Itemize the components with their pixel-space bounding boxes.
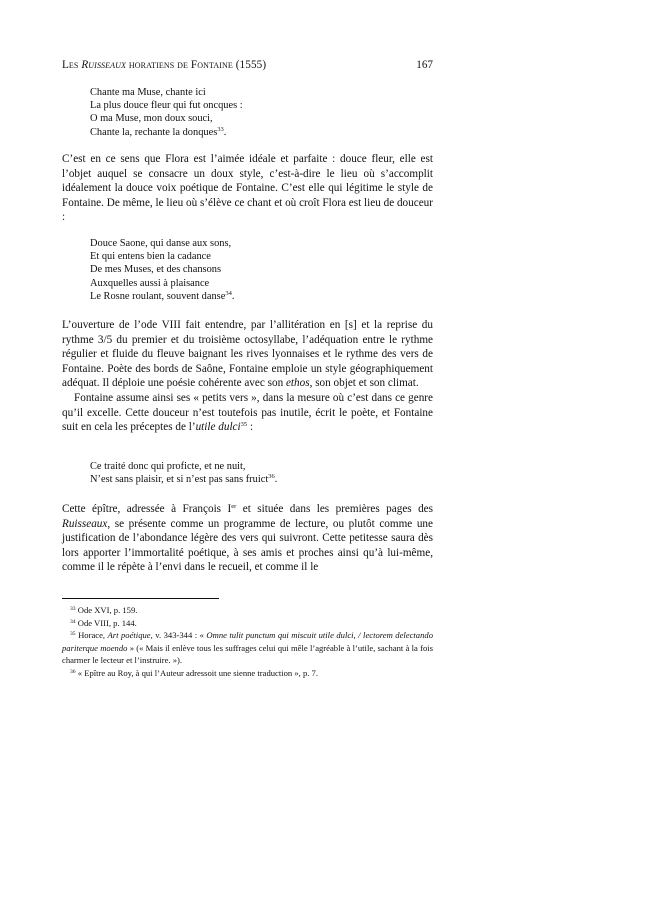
verse-line: Chante la, rechante la donques$^{33}$. [90,125,227,138]
verse-line: Chante ma Muse, chante ici [90,87,206,98]
footnote-33: $^{33}$ Ode XVI, p. 159. [70,605,138,615]
verse-line: De mes Muses, et des chansons [90,264,222,276]
running-title: Les Ruisseaux horatiens de Fontaine (1555) [62,59,267,71]
verse-quote-2 [90,237,234,303]
note-ref-35: 35 [240,421,248,429]
paragraph-2: L’ouverture de l’ode VIII fait entendre, par l’allitération en [s] et la reprise du rythme 3/5 du premier et du troisième octosyllabe, l’adéquation entre le rythme régulier et fluide du fleuve baignant les rives lyonnaises et le rythme des vers de Fontaine. Poète des bords de Saône, Fontaine emploie un style géographiquement adéquat. Il déploie une poésie cohérente avec son ethos, son objet et son climat. Fontaine assume ainsi ses « petits vers », dans la mesure où c’est dans ce genre qu’il excelle. Cette douceur n’est toutefois pas inutile, écrit le poète, et Fontaine suit en cela les préceptes de l’utile dulci$^{35}$ : [62,319,433,434]
footnote-35: $^{35}$ Horace, Art poétique, v. 343-344 : « Omne tulit punctum qui miscuit utile dulci, / lectorem delectando pariterque moendo » (« Mais il enlève tous les suffrages celui qui mêle l’agréable à l’utile, sachant à la fois charmer le lecteur et l’instruire. »). [62,630,433,666]
ruisseaux-title: Ruisseaux [62,517,108,530]
footnotes [62,604,433,680]
verse-line: N’est sans plaisir, et si n’est pas sans fruict$^{36}$. [90,473,278,486]
verse-line: Le Rosne roulant, souvent danse$^{34}$. [90,289,235,302]
note-ref-33: 33 [217,125,224,133]
footnote-36: $^{36}$ « Epître au Roy, à qui l’Auteur adressoit une sienne traduction », p. 7. [70,667,318,678]
paragraph-1: C’est en ce sens que Flora est l’aimée idéale et parfaite : douce fleur, elle est l’objet auquel se consacre un doux style, c’est-à-dire le lieu où s’accomplit idéalement la douce voix poétique de Fontaine. C’est elle qui légitime le style de Fontaine. De même, le lieu où s’élève ce chant et où croît Flora est lieu de douceur : [62,153,433,224]
paragraph-4: Cette épître, adressée à François Ier et située dans les premières pages des Ruisseaux, se présente comme un programme de lecture, ou plutôt comme une justification de l’abondance légère des vers qui suivront. Cette petitesse saura dès lors apporter l’immortalité poétique, à ses amis et proches ainsi qu’à lui-même, comme il le répète à l’envi dans le recueil, et comme il le [62,503,433,574]
running-header [62,59,433,75]
page-number: 167 [416,59,433,71]
note-ref-36: 36 [268,473,275,481]
verse-line: Ce traité donc qui proficte, et ne nuit, [90,461,246,472]
verse-line: Auxquelles aussi à plaisance [90,277,210,289]
title-italic-word: Ruisseaux [81,59,126,71]
verse-line: Douce Saone, qui danse aux sons, [90,238,232,249]
paragraph-3: Fontaine assume ainsi ses « petits vers », dans la mesure où c’est dans ce genre qu’il excelle. Cette douceur n’est toutefois pas inutile, écrit le poète, et Fontaine suit en cela les préceptes de l’utile dulci$^{35}$ : [62,391,433,434]
footnote-34: $^{34}$ Ode VIII, p. 144. [70,617,137,628]
utile-dulci-term: utile dulci [195,421,241,434]
ethos-term: ethos [285,377,310,390]
verse-line: O ma Muse, mon doux souci, [90,113,213,125]
verse-line: La plus douce fleur qui fut oncques : [90,100,243,112]
footnote-separator [62,598,219,599]
verse-quote-3 [90,460,277,486]
note-ref-34: 34 [225,289,232,297]
verse-line: Et qui entens bien la cadance [90,251,211,263]
verse-quote-1 [90,86,243,139]
